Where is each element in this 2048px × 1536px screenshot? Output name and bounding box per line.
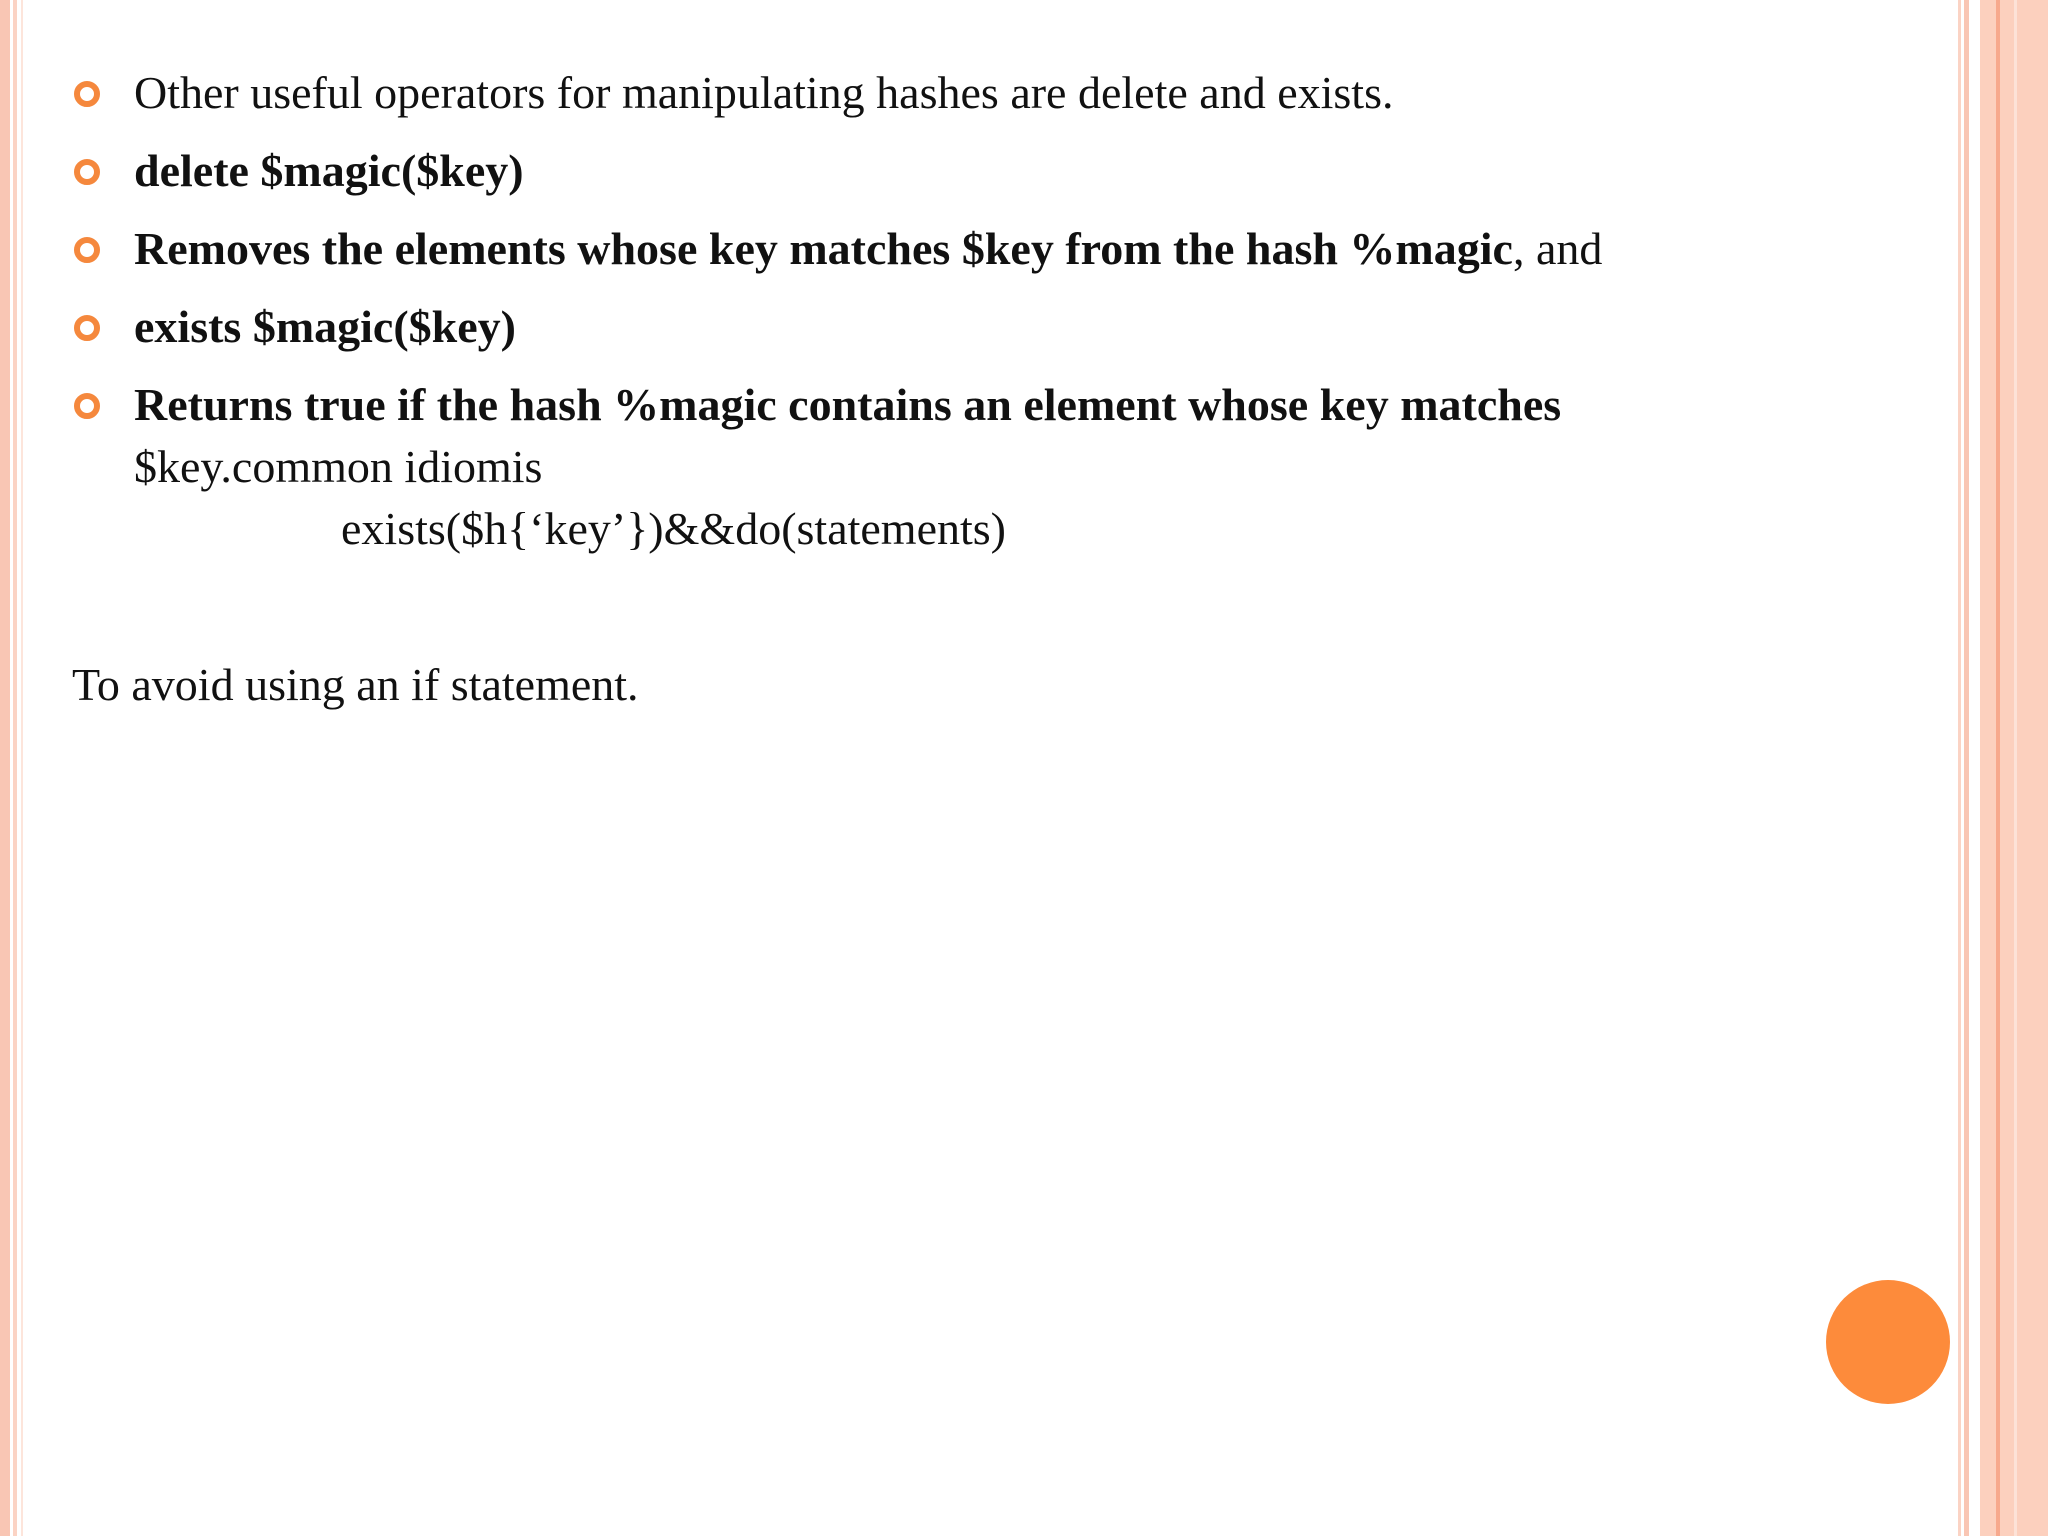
bullet-item-delete-syntax (70, 140, 1920, 202)
bullet-text: Other useful operators for manipulating hashes are delete and exists. (134, 67, 1394, 118)
bullet-list (70, 62, 1920, 560)
bullet-text: delete $magic($key) (134, 145, 524, 196)
bullet-item-delete-and-exists (70, 62, 1920, 124)
bullet-text-continuation: $key.common idiomis (134, 441, 543, 492)
bullet-text-bold: Returns true if the hash %magic contains an element whose key matches (134, 379, 1562, 430)
bullet-text-bold: Removes the elements whose key matches $key from the hash %magic (134, 223, 1513, 274)
left-border-stripe (0, 0, 10, 1536)
right-border-thin-line (1958, 0, 1961, 1536)
bullet-text-plain: , and (1512, 223, 1603, 274)
code-example: exists($h{‘key’})&&do(statements) (341, 503, 1007, 554)
ring-bullet-icon (74, 393, 100, 419)
bullet-text: exists $magic($key) (134, 301, 516, 352)
ring-bullet-icon (74, 237, 100, 263)
bullet-item-returns-true (70, 374, 1920, 560)
right-band-stripe-light (2014, 0, 2017, 1536)
slide-content (70, 62, 1920, 716)
bullet-item-removes-elements (70, 218, 1920, 280)
bullet-item-exists-syntax (70, 296, 1920, 358)
left-border-thin-line (21, 0, 23, 1536)
closing-text: To avoid using an if statement. (72, 659, 639, 710)
ring-bullet-icon (74, 159, 100, 185)
ring-bullet-icon (74, 315, 100, 341)
right-band-stripe (1996, 0, 2000, 1536)
right-border-line (1964, 0, 1969, 1536)
orange-circle-decoration (1826, 1280, 1950, 1404)
left-border-line (13, 0, 17, 1536)
ring-bullet-icon (74, 81, 100, 107)
